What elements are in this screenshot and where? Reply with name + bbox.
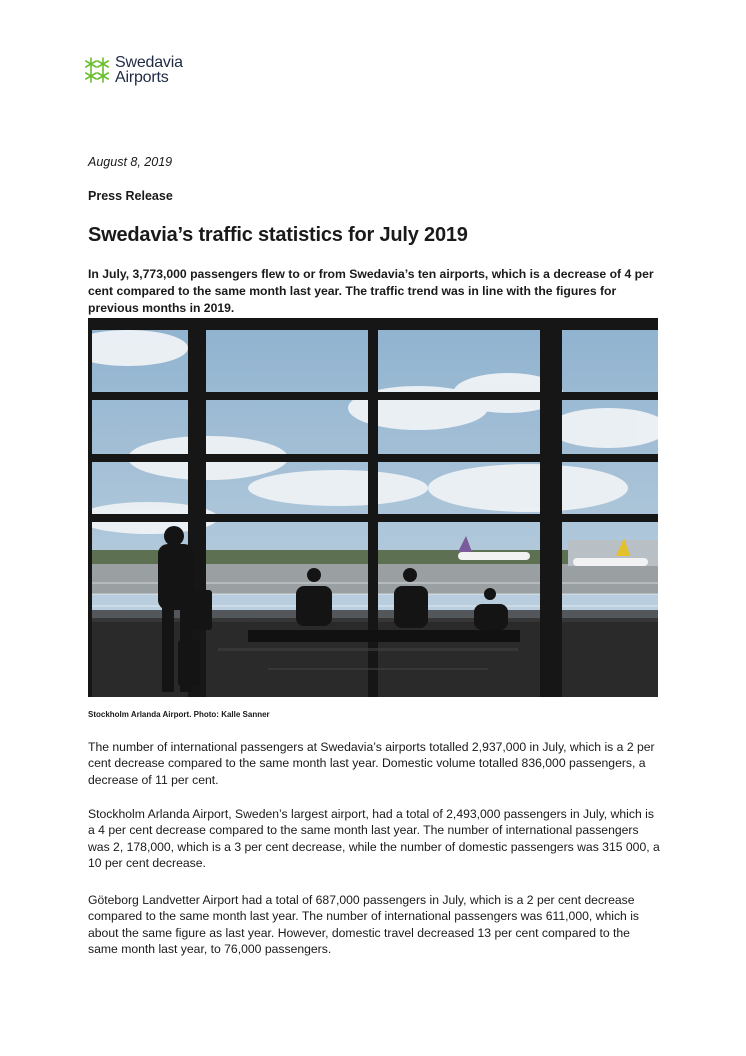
- brand-line-2: Airports: [115, 69, 169, 86]
- brand-line-1: Swedavia: [115, 54, 183, 71]
- swedavia-logo: [82, 52, 183, 88]
- body-paragraph-3: Göteborg Landvetter Airport had a total of 687,000 passengers in July, which is a 2 per cent decrease compared to the same month last year. The number of international passengers was 611,000, which is about the same figure as last year. However, domestic travel decreased 13 per cent compared to the same month last year, to 76,000 passengers.: [88, 893, 640, 956]
- body-paragraph-2: Stockholm Arlanda Airport, Sweden’s largest airport, had a total of 2,493,000 passengers in July, which is a 4 per cent decrease compared to the same month last year. The number of international passengers was 2, 178,000, which is a 3 per cent decrease, while the number of domestic passengers was 315 000, a 10 per cent decrease.: [88, 807, 660, 870]
- body-paragraph-1: The number of international passengers at Swedavia’s airports totalled 2,937,000 in July, which is a 2 per cent decrease compared to the same month last year. Domestic volume totalled 836,000 passengers, a decrease of 11 per cent.: [88, 740, 655, 787]
- brand-wordmark: [115, 55, 183, 85]
- photo-caption: Stockholm Arlanda Airport. Photo: Kalle Sanner: [88, 710, 270, 719]
- terminal-photo: [88, 318, 658, 697]
- lead-paragraph: In July, 3,773,000 passengers flew to or from Swedavia’s ten airports, which is a decrease of 4 per cent compared to the same month last year. The traffic trend was in line with the figures for previous months in 2019.: [88, 267, 654, 315]
- document-label: Press Release: [88, 189, 173, 203]
- release-date: August 8, 2019: [88, 155, 173, 169]
- page-title: Swedavia’s traffic statistics for July 2019: [88, 224, 468, 246]
- snowflake-cluster-icon: [82, 55, 112, 85]
